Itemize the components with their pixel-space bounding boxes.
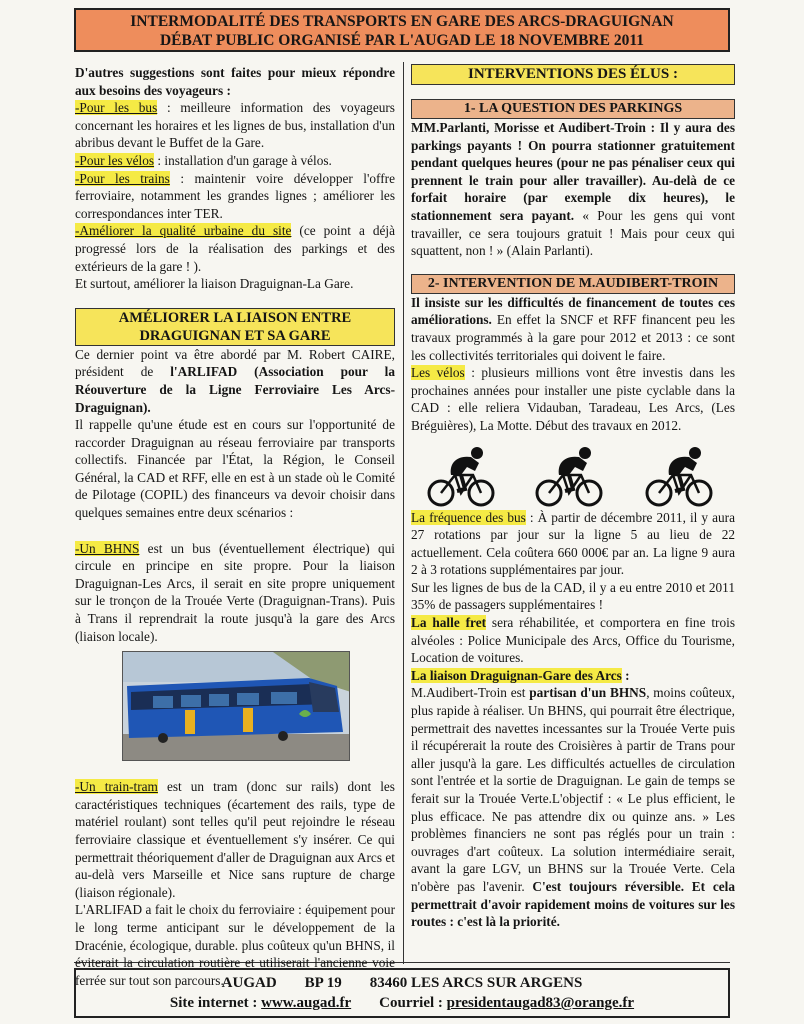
trains-text: : maintenir voire développer l'offre ferroviaire, notamment les grandes lignes ; améliorer les correspondances inter TER.: [75, 170, 395, 221]
velos-label: -Pour les vélos: [75, 152, 155, 168]
urban-suggestion: [75, 222, 395, 275]
arlifad-name: l'ARLIFAD (Association pour la Réouverture de la Ligne Ferroviaire Les Arcs-Draguignan).: [75, 364, 395, 415]
halle-fret-paragraph: [411, 614, 735, 667]
parkings-quote: « Pour les gens qui vont travailler, ce sera toujours gratuit ! Mais pour ceux qui squattent, non ! » (Alain Parlanti).: [411, 207, 735, 259]
trains-label: -Pour les trains: [75, 170, 170, 186]
velos-text: : installation d'un garage à vélos.: [154, 152, 332, 168]
velos-text-right: : plusieurs millions vont être investis dans les prochaines années pour installer une piste cyclable dans la CAD : elle reliera Vidauban, Taradeau, Les Arcs, (Les Bréguières), La Motte. Début des travaux en 2012.: [411, 365, 736, 433]
halle-fret-text: sera réhabilitée, et comportera en fine trois alvéoles : Police Municipale des Arcs, Office du Tourisme, Location de voitures.: [411, 615, 735, 666]
tram-image: [123, 652, 350, 761]
financement-text: En effet la SNCF et RFF financent peu les travaux programmés à la gare pour 2012 et 2013 : ce sont les collectivités territoriales qui doivent le faire.: [411, 312, 735, 363]
bus-frequency-label: La fréquence des bus: [411, 509, 526, 525]
train-tram-label: -Un train-tram: [75, 779, 158, 795]
parkings-paragraph: [411, 119, 735, 260]
section-liaison-heading: [75, 308, 395, 346]
footer-address: [76, 973, 728, 993]
section-liaison-line-2: DRAGUIGNAN ET SA GARE: [139, 327, 331, 344]
etude-paragraph: Il rappelle qu'une étude est en cours sur l'opportunité de raccorder Draguignan au réseau ferroviaire par transports collectifs. Financée par l'État, la Région, le Conseil Général, la CAD et RFF, elle en est à un stade où le Comité de Pilotage (COPIL) des financeurs va devoir choisir dans quelques semaines entre deux scénarios :: [75, 417, 395, 521]
header-line-1: INTERMODALITÉ DES TRANSPORTS EN GARE DES ARCS-DRAGUIGNAN: [130, 13, 674, 30]
cad-bus-paragraph: Sur les lignes de bus de la CAD, il y a eu entre 2010 et 2011 35% de passagers supplémentaires !: [411, 579, 735, 613]
footer-site-label: Site internet :: [169, 995, 258, 1011]
caire-intro: Ce dernier point va être abordé par M. Robert CAIRE, président de: [75, 346, 395, 380]
parkings-heading: 1- LA QUESTION DES PARKINGS: [411, 99, 735, 119]
email-link[interactable]: presidentaugad83@orange.fr: [446, 995, 635, 1011]
audibert-heading: 2- INTERVENTION DE M.AUDIBERT-TROIN: [411, 274, 735, 294]
tram-photo: [122, 651, 350, 761]
financement-paragraph: [411, 294, 735, 364]
bus-label: -Pour les bus: [75, 100, 158, 116]
left-column: [75, 64, 395, 989]
liaison-label: La liaison Draguignan-Gare des Arcs: [411, 667, 622, 683]
header-line-2: DÉBAT PUBLIC ORGANISÉ PAR L'AUGAD LE 18 NOVEMBRE 2011: [159, 32, 644, 49]
footer-box: [74, 968, 730, 1018]
liaison-text: , moins coûteux, plus rapide à réaliser. Un BHNS, qui pourrait être électrique, permettrait des navettes incessantes sur la Trouée Verte puis il récupérerait la route des Croisières à partir de Trans pour aller jusqu'à la gare. Les difficultés actuelles de circulation sont l'entrée et la sortie de Draguignan. Le gain de temps se ferait sur la Trouée Verte.L'objectif : « Le plus efficient, le plus efficace. Ne pas attendre dix ou quinze ans. » Les problèmes financiers ne sont pas réglés pour un train : ouvrages d'art coûteux. La solution intermédiaire serait, avant la gare LGV, un BHNS sur la Trouée Verte. Cela n'obère pas l'avenir.: [411, 685, 735, 894]
footer-city: 83460 LES ARCS SUR ARGENS: [369, 975, 583, 991]
bhns-text: est un bus (éventuellement électrique) qui circule en principe en site propre. Pour la liaison Draguignan-Les Arcs, il serait en site propre uniquement sur le tronçon de la Trouée Verte (Draguignan-Trans). Puis à Trans il reprendrait la route jusqu'à la gare des Arcs (liaison locale).: [75, 540, 395, 644]
bus-frequency-text: : À partir de décembre 2011, il y aura 27 rotations par jour sur la ligne 5 au lieu de 22 actuellement. Cela coûtera 660 000€ par an. La ligne 9 aura 2 à 3 rotations supplémentaires par jour.: [411, 509, 735, 578]
liaison-bhns: partisan d'un BHNS: [529, 685, 647, 701]
bus-suggestion: [75, 99, 395, 152]
cyclist-icon: [645, 445, 713, 507]
train-tram-paragraph: [75, 778, 395, 901]
interventions-heading: INTERVENTIONS DES ÉLUS :: [411, 64, 735, 85]
bus-text: : meilleure information des voyageurs concernant les horaires et les lignes de bus, installation d'un abribus devant le Buffet de la Gare.: [75, 100, 395, 151]
financement-bold: Il insiste sur les difficultés de financement de toutes ces améliorations.: [411, 294, 735, 328]
right-column: [411, 64, 735, 931]
arlifad-paragraph: L'ARLIFAD a fait le choix du ferroviaire : équipement pour le long terme anticipant sur le développement de la Dracénie, écologique, durable. plus coûteux qu'un BHNS, il éviterait la circulation routière et utiliserait l'ancienne voie ferrée sur tout son parcours.: [75, 902, 395, 988]
parkings-bold: MM.Parlanti, Morisse et Audibert-Troin : Il y aura des parkings payants ! On pourra stationner gratuitement pendant quelques heures (pour ne pas pénaliser ceux qui prennent le train pour aller travailler). Au-delà de ce forfait horaire (par exemple dix heures), le stationnement sera payant.: [411, 120, 735, 223]
liaison-heading-paragraph: [411, 667, 735, 685]
cyclist-icon: [427, 445, 495, 507]
footer-bp: BP 19: [304, 975, 342, 991]
urban-label: -Améliorer la qualité urbaine du site: [75, 223, 292, 239]
footer-mail-label: Courriel :: [379, 995, 443, 1011]
liaison-colon: :: [621, 667, 630, 683]
header-banner: [74, 8, 730, 52]
velos-suggestion: [75, 152, 395, 170]
footer-contact: [76, 993, 728, 1013]
bus-frequency-paragraph: [411, 509, 735, 579]
section-liaison-line-1: AMÉLIORER LA LIAISON ENTRE: [118, 309, 352, 326]
velos-paragraph: [411, 364, 735, 434]
cyclist-illustrations: [411, 445, 735, 509]
cyclist-icon: [535, 445, 603, 507]
liaison-paragraph: [411, 684, 735, 930]
intro-text: D'autres suggestions sont faites pour mieux répondre aux besoins des voyageurs :: [75, 65, 395, 98]
halle-fret-label: La halle fret: [411, 615, 487, 631]
bhns-paragraph: [75, 540, 395, 646]
surtout-text: Et surtout, améliorer la liaison Draguignan-La Gare.: [75, 276, 354, 292]
website-link[interactable]: www.augad.fr: [261, 995, 352, 1011]
liaison-intro: M.Audibert-Troin est: [411, 685, 530, 701]
train-tram-text: est un tram (donc sur rails) dont les caractéristiques techniques (écartement des rails, type de matériel roulant) sont telles qu'il peut rejoindre le réseau ferroviaire classique et éventuellement s'y insérer. Ce qui permettrait théoriquement d'aller de Draguignan aux Arcs et au-delà vers Marseille et Nice sans rupture de charge (liaison régionale).: [75, 779, 395, 900]
velos-label-right: Les vélos: [411, 365, 465, 381]
trains-suggestion: [75, 170, 395, 223]
bhns-label: -Un BHNS: [75, 540, 140, 556]
urban-text: (ce point a déjà progressé lors de la réalisation des parkings et des extérieurs de la gare ! ).: [75, 223, 395, 274]
footer-org: AUGAD: [221, 975, 277, 991]
caire-paragraph: [75, 346, 395, 416]
column-divider: [403, 62, 404, 964]
liaison-conclusion: C'est toujours réversible. Et cela permettrait d'avoir rapidement moins de voitures sur les routes : c'est là la priorité.: [411, 878, 735, 930]
